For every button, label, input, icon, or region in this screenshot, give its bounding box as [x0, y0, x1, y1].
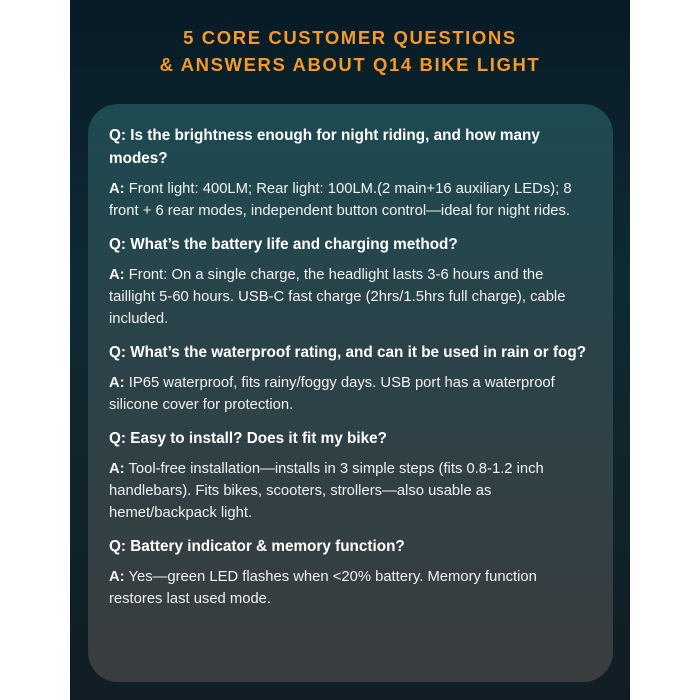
faq-answer-text: IP65 waterproof, fits rainy/foggy days. USB port has a waterproof silicone cover for protection. — [109, 375, 555, 413]
faq-answer-text: Front: On a single charge, the headlight lasts 3-6 hours and the taillight 5-60 hours. USB-C fast charge (2hrs/1.5hrs full charge), cable included. — [109, 267, 566, 327]
title-line-1: 5 CORE CUSTOMER QUESTIONS — [183, 27, 517, 48]
faq-answer-text: Tool-free installation—installs in 3 simple steps (fits 0.8-1.2 inch handlebars). Fits bikes, scooters, strollers—also usable as hemet/backpack light. — [109, 461, 544, 521]
answer-prefix: A: — [109, 569, 125, 585]
faq-question-1: Q: Is the brightness enough for night riding, and how many modes? — [109, 127, 540, 167]
answer-prefix: A: — [109, 375, 125, 391]
answer-prefix: A: — [109, 267, 125, 283]
faq-answer-1 — [109, 178, 591, 222]
title-line-2: & ANSWERS ABOUT Q14 BIKE LIGHT — [159, 54, 541, 75]
faq-answer-4 — [109, 458, 591, 524]
answer-prefix: A: — [109, 461, 125, 477]
faq-answer-3 — [109, 372, 591, 416]
faq-answer-2 — [109, 264, 591, 330]
answer-prefix: A: — [109, 181, 125, 197]
faq-answer-text: Front light: 400LM; Rear light: 100LM.(2 main+16 auxiliary LEDs); 8 front + 6 rear modes, independent button control—ideal for night rides. — [109, 181, 572, 219]
faq-answer-text: Yes—green LED flashes when <20% battery. Memory function restores last used mode. — [109, 569, 537, 607]
faq-question-5: Q: Battery indicator & memory function? — [109, 538, 405, 555]
faq-question-4: Q: Easy to install? Does it fit my bike? — [109, 430, 387, 447]
faq-question-2: Q: What’s the battery life and charging method? — [109, 236, 458, 253]
faq-answer-5 — [109, 566, 591, 610]
page-title — [0, 24, 700, 78]
faq-card — [88, 104, 613, 682]
faq-question-3: Q: What’s the waterproof rating, and can it be used in rain or fog? — [109, 344, 587, 361]
